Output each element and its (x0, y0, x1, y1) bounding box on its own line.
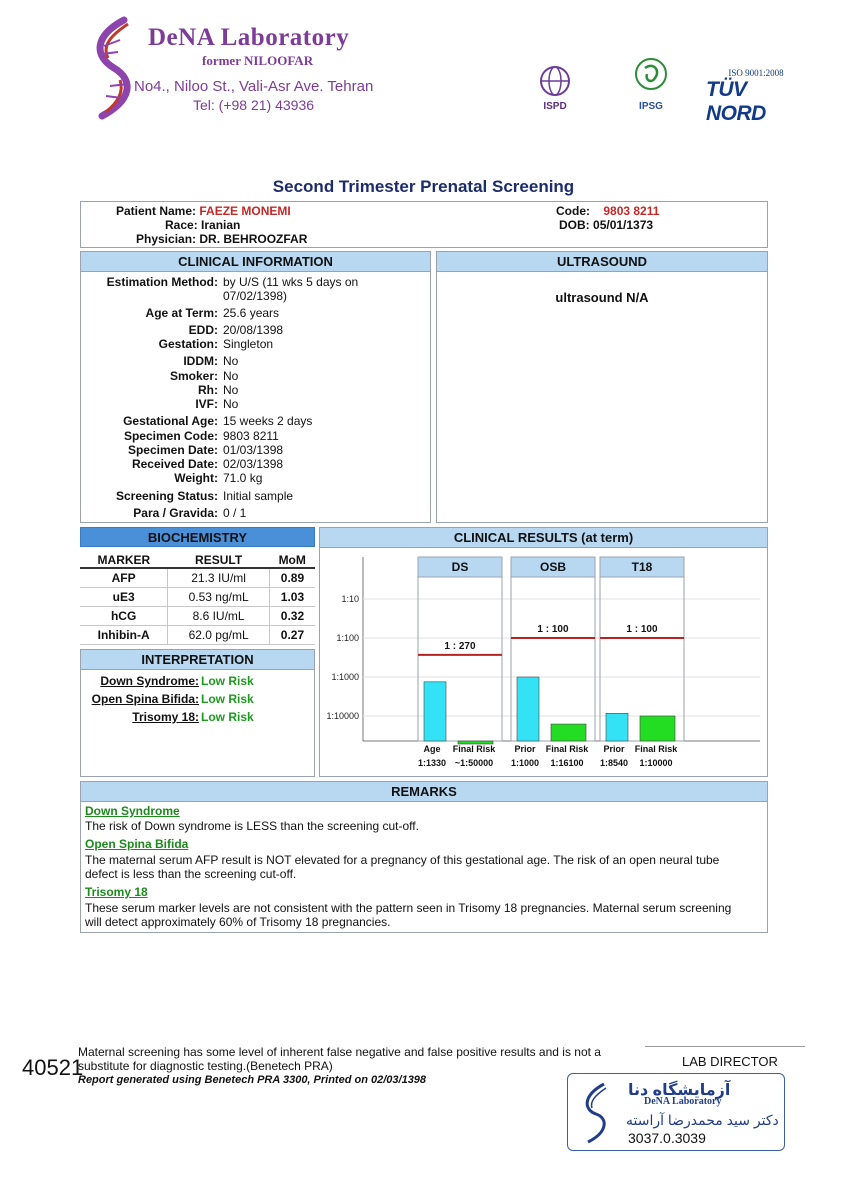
result-cell: 21.3 IU/ml (168, 568, 270, 587)
clinical-information-heading: CLINICAL INFORMATION (81, 252, 430, 272)
remarks-heading: REMARKS (81, 782, 767, 802)
clinical-label: Para / Gravida: (133, 506, 218, 520)
clinical-label: Weight: (174, 471, 218, 485)
ipsg-label: IPSG (639, 101, 663, 112)
patient-info-box (80, 201, 768, 248)
clinical-label: IVF: (195, 397, 218, 411)
marker-cell: AFP (80, 568, 168, 587)
patient-name-label: Patient Name: (116, 204, 197, 218)
lab-telephone: Tel: (+98 21) 43936 (193, 97, 315, 113)
disclaimer-line: substitute for diagnostic testing.(Benetech PRA) (78, 1059, 333, 1073)
lab-name: DeNA Laboratory (148, 24, 350, 51)
mom-cell: 0.27 (269, 625, 315, 644)
clinical-value: 07/02/1398) (223, 289, 288, 303)
physician-row (136, 232, 307, 246)
footer-disclaimer (78, 1045, 638, 1087)
dob-value: 05/01/1373 (593, 218, 654, 232)
clinical-label: Rh: (198, 383, 218, 397)
race-value: Iranian (201, 218, 241, 232)
risk-bar (424, 682, 446, 741)
race-label: Race: (165, 218, 198, 232)
stamp-lab-name: DeNA Laboratory (644, 1096, 722, 1107)
biochemistry-header-row (80, 552, 315, 568)
remarks-box (80, 781, 768, 933)
result-cell: 8.6 IU/mL (168, 606, 270, 625)
clinical-value: 02/03/1398 (223, 457, 284, 471)
panel-title: T18 (631, 560, 653, 574)
y-tick-label: 1:100 (336, 633, 359, 643)
clinical-information-box (80, 251, 431, 523)
clinical-value: 0 / 1 (223, 506, 247, 520)
stamp-helix-icon (576, 1080, 616, 1146)
interpretation-value: Low Risk (201, 692, 254, 706)
y-tick-label: 1:10000 (326, 711, 359, 721)
risk-bar (551, 724, 586, 741)
clinical-label: Age at Term: (145, 306, 218, 320)
result-cell: 62.0 pg/mL (168, 625, 270, 644)
code-row (556, 204, 659, 218)
biochemistry-heading: BIOCHEMISTRY (80, 527, 315, 547)
risk-chart (320, 549, 767, 777)
code-value: 9803 8211 (603, 204, 660, 218)
dob-label: DOB: (559, 218, 590, 232)
bar-value-label: 1:1000 (510, 758, 540, 768)
mom-cell: 0.32 (269, 606, 315, 625)
bar-category-label: Age (423, 744, 441, 754)
dna-helix-logo (84, 16, 144, 120)
patient-name-value: FAEZE MONEMI (199, 204, 291, 218)
ispd-globe-icon (535, 64, 575, 98)
clinical-label: Screening Status: (115, 489, 218, 503)
cutoff-label: 1 : 100 (537, 624, 569, 635)
column-header-mom: MoM (269, 552, 315, 568)
remark-title-trisomy-18: Trisomy 18 (85, 885, 148, 899)
clinical-label: Gestational Age: (123, 414, 218, 428)
bar-category-label: Final Risk (634, 744, 678, 754)
dob-row (559, 218, 653, 232)
remark-title-open-spina-bifida: Open Spina Bifida (85, 837, 189, 851)
cutoff-label: 1 : 270 (444, 640, 476, 652)
bar-category-label: Prior (514, 744, 536, 754)
stamp-persian-lab-name: آزمایشگاه دنا (628, 1082, 731, 1099)
table-row (80, 568, 315, 587)
signature-line (645, 1046, 805, 1047)
bar-category-label: Prior (603, 744, 625, 754)
clinical-label: IDDM: (183, 354, 218, 368)
bar-category-label: Final Risk (452, 744, 496, 754)
interpretation-label: Trisomy 18: (132, 710, 199, 724)
table-row (80, 625, 315, 644)
physician-value: DR. BEHROOZFAR (199, 232, 308, 246)
report-generated-note: Report generated using Benetech PRA 3300, Printed on 02/03/1398 (78, 1074, 427, 1086)
bar-value-label: 1:8540 (599, 758, 629, 768)
clinical-results-heading: CLINICAL RESULTS (at term) (320, 528, 767, 548)
column-header-result: RESULT (168, 552, 270, 568)
tuv-certificate (706, 68, 806, 126)
column-header-marker: MARKER (80, 552, 168, 568)
lab-director-label: LAB DIRECTOR (682, 1054, 778, 1069)
bar-category-label: Final Risk (545, 744, 589, 754)
biochemistry-box (80, 527, 315, 647)
remark-title-down-syndrome: Down Syndrome (85, 804, 180, 818)
stamp-number: 3037.0.3039 (628, 1130, 706, 1146)
iso-label: ISO 9001:2008 (728, 68, 784, 78)
tuv-label: TÜV NORD (706, 78, 766, 125)
marker-cell: uE3 (80, 587, 168, 606)
clinical-value: 01/03/1398 (223, 443, 284, 457)
table-row (80, 587, 315, 606)
race-row (165, 218, 240, 232)
risk-bar (640, 716, 675, 741)
clinical-label: Received Date: (131, 457, 218, 471)
clinical-value: No (223, 369, 239, 383)
clinical-value: No (223, 397, 239, 411)
document-number: 40521 (22, 1055, 84, 1080)
ultrasound-text: ultrasound N/A (555, 290, 649, 305)
biochemistry-table (80, 552, 315, 645)
clinical-value: 20/08/1398 (223, 323, 284, 337)
stamp-director-name: دکتر سید محمدرضا آراسته (626, 1112, 779, 1128)
code-label: Code: (556, 204, 590, 218)
clinical-label: Specimen Date: (127, 443, 218, 457)
remark-text: The maternal serum AFP result is NOT elevated for a pregnancy of this gestational age. The risk of an open neural tube (85, 853, 720, 867)
bar-value-label: 1:1330 (417, 758, 447, 768)
result-cell: 0.53 ng/mL (168, 587, 270, 606)
ipsg-certificate (628, 54, 674, 112)
lab-former-name: former NILOOFAR (202, 53, 314, 68)
mom-cell: 1.03 (269, 587, 315, 606)
interpretation-value: Low Risk (201, 674, 254, 688)
remark-text: These serum marker levels are not consistent with the pattern seen in Trisomy 18 pregnancies. Maternal serum screening (85, 901, 732, 915)
clinical-value: No (223, 383, 239, 397)
interpretation-value: Low Risk (201, 710, 254, 724)
disclaimer-line: Maternal screening has some level of inherent false negative and false positive results and is not a (78, 1045, 601, 1059)
y-tick-label: 1:10 (341, 594, 359, 604)
patient-name-row (116, 204, 291, 218)
lab-stamp (567, 1073, 785, 1151)
panel-title: DS (451, 560, 469, 574)
bar-value-label: ~1:50000 (454, 758, 494, 768)
clinical-value: Singleton (223, 337, 274, 351)
y-tick-label: 1:1000 (331, 672, 359, 682)
cutoff-label: 1 : 100 (626, 624, 658, 635)
clinical-value: 71.0 kg (223, 471, 263, 485)
clinical-value: 9803 8211 (223, 429, 279, 443)
risk-bar (517, 677, 539, 741)
bar-value-label: 1:16100 (550, 758, 584, 768)
ispd-label: ISPD (543, 101, 567, 112)
panel-title: OSB (539, 560, 567, 574)
clinical-value: 15 weeks 2 days (223, 414, 313, 428)
mom-cell: 0.89 (269, 568, 315, 587)
clinical-label: EDD: (188, 323, 218, 337)
lab-address: No4., Niloo St., Vali-Asr Ave. Tehran (134, 78, 374, 95)
clinical-label: Specimen Code: (123, 429, 218, 443)
remark-text: will detect approximately 60% of Trisomy 18 pregnancies. (85, 915, 391, 929)
interpretation-label: Open Spina Bifida: (91, 692, 199, 706)
interpretation-heading: INTERPRETATION (81, 650, 314, 670)
bar-value-label: 1:10000 (639, 758, 673, 768)
clinical-results-box (319, 527, 768, 777)
physician-label: Physician: (136, 232, 197, 246)
marker-cell: Inhibin-A (80, 625, 168, 644)
clinical-value: No (223, 354, 239, 368)
table-row (80, 606, 315, 625)
clinical-label: Gestation: (158, 337, 218, 351)
clinical-value: Initial sample (223, 489, 294, 503)
clinical-label: Estimation Method: (106, 275, 218, 289)
remark-text: defect is less than the screening cut-off. (85, 867, 297, 881)
ultrasound-box (436, 251, 768, 523)
risk-bar (606, 713, 628, 741)
interpretation-box (80, 649, 315, 777)
ipsg-fetus-icon (631, 54, 671, 98)
remark-text: The risk of Down syndrome is LESS than the screening cut-off. (85, 819, 419, 833)
ispd-certificate (532, 64, 578, 112)
ultrasound-heading: ULTRASOUND (437, 252, 767, 272)
clinical-value: 25.6 years (223, 306, 280, 320)
report-title: Second Trimester Prenatal Screening (272, 177, 575, 196)
clinical-value: by U/S (11 wks 5 days on (223, 275, 359, 289)
interpretation-label: Down Syndrome: (100, 674, 199, 688)
clinical-label: Smoker: (169, 369, 218, 383)
marker-cell: hCG (80, 606, 168, 625)
